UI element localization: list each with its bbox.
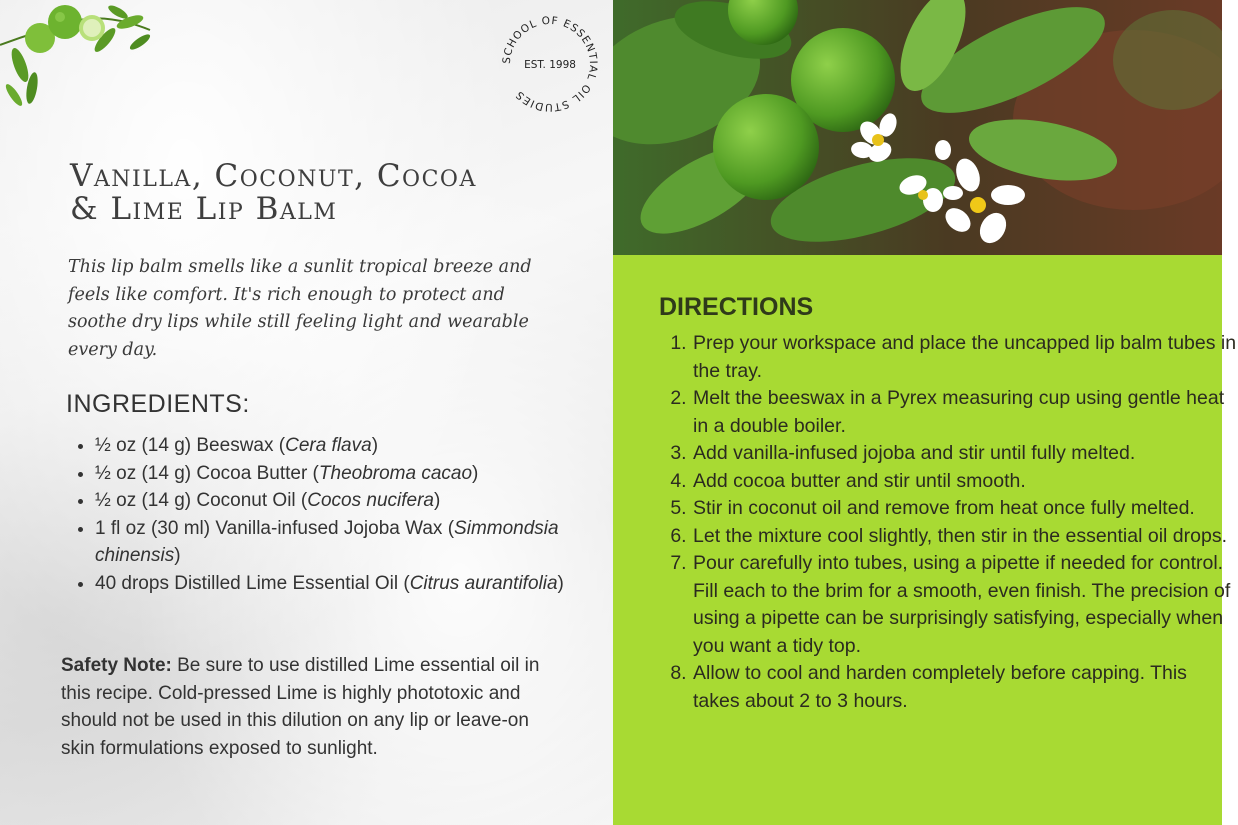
ingredients-heading: INGREDIENTS: xyxy=(66,390,250,418)
directions-heading: DIRECTIONS xyxy=(659,293,814,321)
direction-step: 4. Add cocoa butter and stir until smooth. xyxy=(692,468,1237,496)
ingredient-item: • ½ oz (14 g) Cocoa Butter (Theobroma cacao) xyxy=(95,460,575,488)
safety-text: Be sure to use distilled Lime essential oil in this recipe. Cold-pressed Lime is highly phototoxic and should not be used in this dilution on any lip or leave-on skin formulations exposed to sunlight. xyxy=(61,655,540,759)
intro-text: This lip balm smells like a sunlit tropical breeze and feels like comfort. It's rich enough to protect and soothe dry lips while still feeling light and wearable every day. xyxy=(68,257,532,360)
school-stamp-logo xyxy=(494,8,606,120)
stamp-est-text: EST. 1998 xyxy=(524,59,576,71)
ingredient-item: • 1 fl oz (30 ml) Vanilla-infused Jojoba Wax (Simmondsia chinensis) xyxy=(95,515,575,570)
safety-label: Safety Note: xyxy=(61,655,172,676)
title-line-2: & Lime Lip Balm xyxy=(70,191,338,227)
lime-tree-photo xyxy=(613,0,1222,255)
left-panel xyxy=(0,0,613,825)
direction-step: 5. Stir in coconut oil and remove from heat once fully melted. xyxy=(692,495,1237,523)
stamp-circle-text: SCHOOL OF ESSENTIAL OIL STUDIES xyxy=(500,14,600,114)
ingredient-item: • 40 drops Distilled Lime Essential Oil (Citrus aurantifolia) xyxy=(95,570,575,598)
direction-step: 6. Let the mixture cool slightly, then stir in the essential oil drops. xyxy=(692,523,1237,551)
directions-panel xyxy=(613,255,1237,825)
direction-step: 3. Add vanilla-infused jojoba and stir until fully melted. xyxy=(692,440,1237,468)
ingredients-list xyxy=(66,432,575,597)
title-line-1: Vanilla, Coconut, Cocoa xyxy=(70,158,477,194)
ingredient-item: • ½ oz (14 g) Coconut Oil (Cocos nucifera) xyxy=(95,487,575,515)
direction-step: 8. Allow to cool and harden completely before capping. This takes about 2 to 3 hours. xyxy=(692,660,1237,715)
direction-step: 2. Melt the beeswax in a Pyrex measuring cup using gentle heat in a double boiler. xyxy=(692,385,1237,440)
safety-note xyxy=(61,652,541,762)
ingredient-item: • ½ oz (14 g) Beeswax (Cera flava) xyxy=(95,432,575,460)
directions-list xyxy=(663,330,1237,715)
recipe-title xyxy=(70,160,550,226)
direction-step: 7. Pour carefully into tubes, using a pipette if needed for control. Fill each to the brim for a smooth, even finish. The precision of using a pipette can be surprisingly satisfying, especially when you want a tidy top. xyxy=(692,550,1237,660)
direction-step: 1. Prep your workspace and place the uncapped lip balm tubes in the tray. xyxy=(692,330,1237,385)
lime-branch-illustration xyxy=(0,0,160,120)
